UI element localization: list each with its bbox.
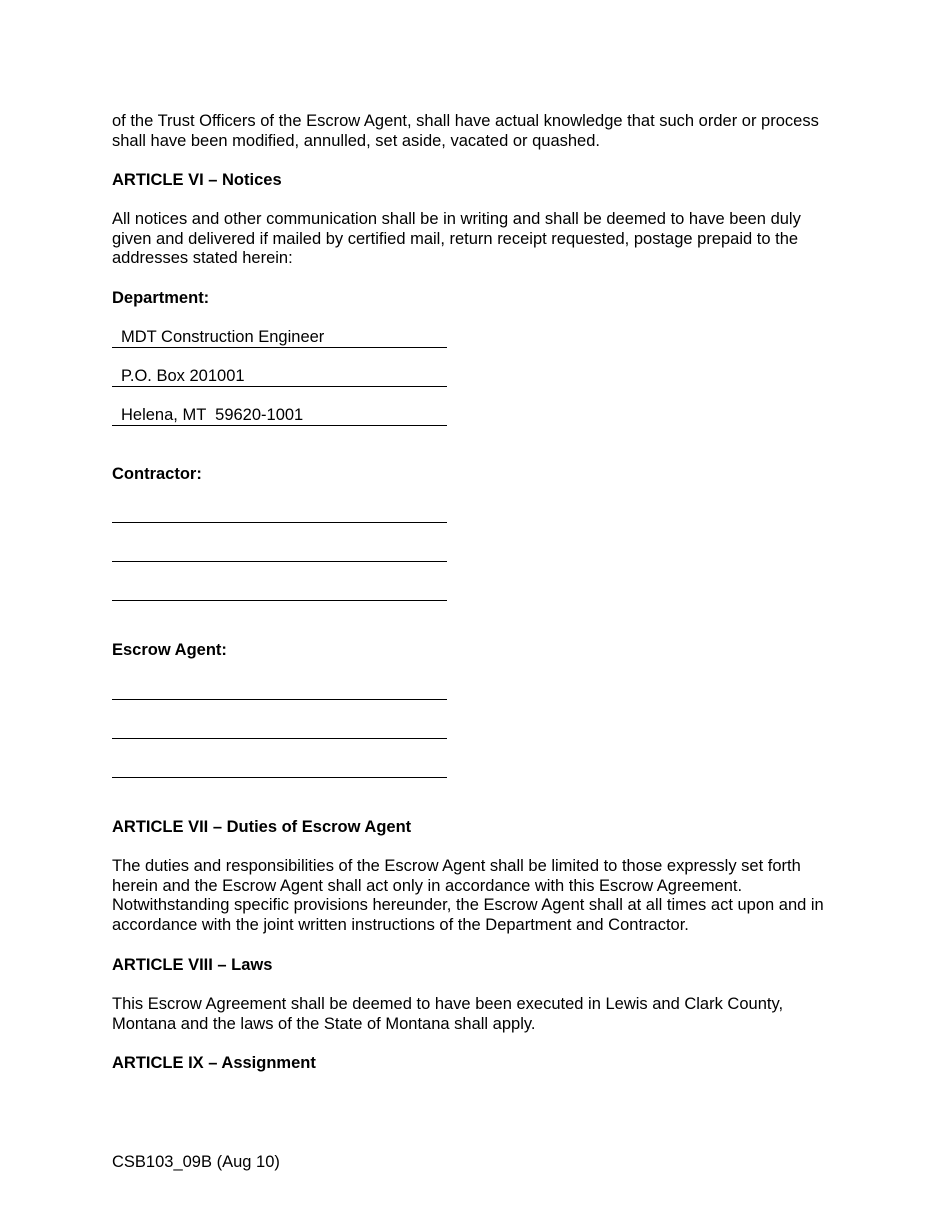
department-address-text-1: MDT Construction Engineer	[121, 328, 325, 346]
article-vi-body: All notices and other communication shall be in writing and shall be deemed to have been duly given and delivered if mailed by certified mail, return receipt requested, postage prepaid to the addresses stated herein:	[112, 210, 801, 267]
department-address-line-1	[112, 328, 447, 348]
contractor-blank-line-1	[112, 503, 447, 523]
escrow-blank-line-2	[112, 719, 447, 739]
department-address-text-2: P.O. Box 201001	[121, 367, 245, 385]
department-address-line-2	[112, 367, 447, 387]
article-viii-body: This Escrow Agreement shall be deemed to have been executed in Lewis and Clark County, Montana and the laws of the State of Montana shall apply.	[112, 995, 784, 1033]
escrow-blank-line-3	[112, 758, 447, 778]
article-viii-heading: ARTICLE VIII – Laws	[112, 956, 273, 974]
contractor-label: Contractor:	[112, 465, 202, 483]
footer-form-code: CSB103_09B (Aug 10)	[112, 1153, 280, 1171]
escrow-agent-label: Escrow Agent:	[112, 641, 227, 659]
department-address-line-3	[112, 406, 447, 426]
article-vii-heading: ARTICLE VII – Duties of Escrow Agent	[112, 818, 412, 836]
contractor-blank-line-2	[112, 542, 447, 562]
article-ix-heading: ARTICLE IX – Assignment	[112, 1054, 316, 1072]
contractor-blank-line-3	[112, 581, 447, 601]
department-label: Department:	[112, 289, 210, 307]
escrow-blank-line-1	[112, 680, 447, 700]
article-vi-heading: ARTICLE VI – Notices	[112, 171, 282, 189]
department-address-text-3: Helena, MT 59620-1001	[121, 406, 304, 424]
article-vii-body: The duties and responsibilities of the Escrow Agent shall be limited to those expressly set forth herein and the Escrow Agent shall act only in accordance with this Escrow Agreement. Notwithstanding specific provisions hereunder, the Escrow Agent shall at all times act upon and in accordance with the joint written instructions of the Department and Contractor.	[112, 857, 824, 934]
intro-paragraph: of the Trust Officers of the Escrow Agent, shall have actual knowledge that such order or process shall have been modified, annulled, set aside, vacated or quashed.	[112, 112, 819, 150]
